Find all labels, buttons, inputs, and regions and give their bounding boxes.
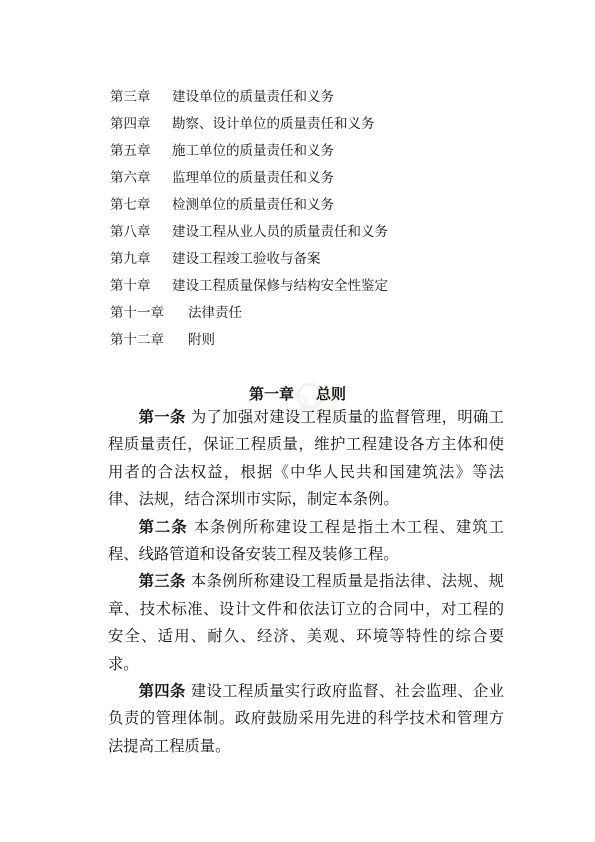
article-text: 本条例所称建设工程质量是指法律、法规、规章、技术标准、设计文件和依法订立的合同中，对工程的安全、适用、耐久、经济、美观、环境等特性的综合要求。	[108, 572, 504, 673]
toc-item-chapter-7	[110, 192, 540, 219]
toc-chapter-number: 第十一章	[110, 305, 164, 321]
toc-chapter-number: 第三章	[110, 89, 151, 105]
article-label: 第二条	[138, 517, 188, 536]
toc-chapter-number: 第九章	[110, 251, 151, 267]
toc-chapter-title: 建设工程质量保修与结构安全性鉴定	[172, 278, 388, 294]
article-4	[108, 678, 504, 760]
chapter-heading	[0, 382, 595, 406]
toc-item-chapter-9	[110, 246, 540, 273]
toc-chapter-title: 法律责任	[188, 305, 242, 321]
toc-chapter-title: 施工单位的质量责任和义务	[172, 143, 334, 159]
toc-chapter-number: 第八章	[110, 224, 151, 240]
article-label: 第一条	[138, 408, 186, 426]
toc-chapter-title: 检测单位的质量责任和义务	[172, 197, 334, 213]
article-label: 第四条	[138, 682, 186, 701]
article-3	[108, 568, 504, 678]
toc-chapter-number: 第十二章	[110, 332, 164, 348]
toc-item-chapter-10	[110, 273, 540, 300]
toc-item-chapter-6	[110, 165, 540, 192]
article-text: 为了加强对建设工程质量的监督管理，明确工程质量责任，保证工程质量，维护工程建设各方主体和使用者的合法权益，根据《中华人民共和国建筑法》等法律、法规，结合深圳市实际，制定本条例。	[108, 408, 504, 509]
toc-chapter-title: 勘察、设计单位的质量责任和义务	[172, 116, 375, 132]
toc-chapter-number: 第四章	[110, 116, 151, 132]
toc-chapter-number: 第七章	[110, 197, 151, 213]
toc-chapter-title: 建设单位的质量责任和义务	[172, 89, 334, 105]
toc-chapter-title: 附则	[188, 332, 215, 348]
article-list	[108, 404, 504, 760]
toc-chapter-title: 监理单位的质量责任和义务	[172, 170, 334, 186]
toc-chapter-title: 建设工程从业人员的质量责任和义务	[172, 224, 388, 240]
chapter-number: 第一章	[248, 385, 294, 403]
table-of-contents	[110, 84, 540, 354]
article-text: 本条例所称建设工程是指土木工程、建筑工程、线路管道和设备安装工程及装修工程。	[108, 517, 504, 564]
toc-chapter-number: 第十章	[110, 278, 151, 294]
toc-item-chapter-8	[110, 219, 540, 246]
toc-chapter-number: 第六章	[110, 170, 151, 186]
article-1	[108, 404, 504, 514]
chapter-title: 总则	[316, 385, 347, 403]
toc-item-chapter-11	[110, 300, 540, 327]
toc-chapter-number: 第五章	[110, 143, 151, 159]
toc-item-chapter-12	[110, 327, 540, 354]
article-label: 第三条	[138, 572, 186, 591]
article-text: 建设工程质量实行政府监督、社会监理、企业负责的管理体制。政府鼓励采用先进的科学技术和管理方法提高工程质量。	[108, 682, 504, 755]
toc-item-chapter-3	[110, 84, 540, 111]
toc-chapter-title: 建设工程竣工验收与备案	[172, 251, 321, 267]
toc-item-chapter-5	[110, 138, 540, 165]
article-2	[108, 514, 504, 569]
toc-item-chapter-4	[110, 111, 540, 138]
